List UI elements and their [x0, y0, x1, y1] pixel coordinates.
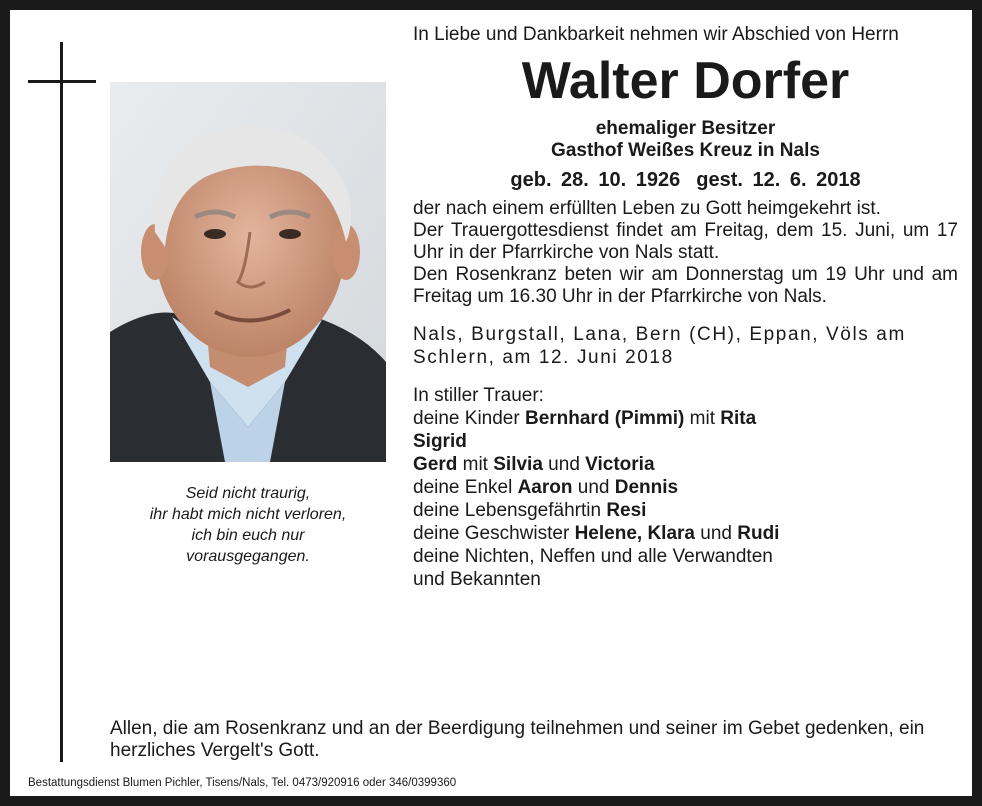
poem-line: ich bin euch nur: [191, 527, 305, 544]
mourner-line: [413, 522, 958, 545]
mourner-line: [413, 568, 958, 591]
mourner-name: Dennis: [614, 477, 679, 498]
role-line: ehemaliger Besitzer: [595, 118, 776, 139]
mourner-name: Sigrid: [413, 431, 467, 452]
mourner-relation: deine Kinder: [413, 408, 525, 429]
portrait-photo: [110, 82, 386, 462]
poem-line: Seid nicht traurig,: [185, 485, 311, 502]
mourner-name: Silvia: [493, 454, 543, 475]
intro-text: In Liebe und Dankbarkeit nehmen wir Abschied von Herrn: [413, 24, 899, 45]
mourner-relation: und: [694, 523, 738, 544]
mourner-relation: deine Lebensgefährtin: [413, 500, 607, 521]
mourner-line: [413, 499, 958, 522]
mourner-relation: deine Enkel: [413, 477, 518, 498]
mourner-relation: mit: [457, 454, 494, 475]
poem-line: ihr habt mich nicht verloren,: [149, 506, 347, 523]
body-paragraph: der nach einem erfüllten Leben zu Gott heimgekehrt ist.: [413, 198, 881, 219]
closing-text: Allen, die am Rosenkranz und an der Beerdigung teilnehmen und seiner im Gebet gedenken, ein herzliches Vergelt's Gott.: [110, 718, 925, 761]
mourner-line: [413, 453, 958, 476]
mourner-name: Bernhard (Pimmi): [524, 408, 685, 429]
deceased-role: [413, 118, 958, 162]
portrait-image: [110, 82, 386, 462]
obituary-card: [10, 10, 972, 796]
funeral-service-footer: Bestattungsdienst Blumen Pichler, Tisens/Nals, Tel. 0473/920916 oder 346/0399360: [28, 777, 457, 789]
place-date: Nals, Burgstall, Lana, Bern (CH), Eppan, Völs am Schlern, am 12. Juni 2018: [413, 324, 906, 368]
mourner-name: Rudi: [737, 523, 780, 544]
poem-line: vorausgegangen.: [186, 548, 310, 565]
body-paragraph: Der Trauergottesdienst findet am Freitag, dem 15. Juni, um 17 Uhr in der Pfarrkirche von Nals statt.: [413, 220, 958, 263]
mourner-relation: deine Geschwister: [413, 523, 575, 544]
mourner-line: [413, 407, 958, 430]
mourner-name: Helene, Klara: [574, 523, 695, 544]
mourner-name: Rita: [720, 408, 757, 429]
mourner-name: Aaron: [517, 477, 573, 498]
cross-icon-bar: [28, 80, 96, 83]
role-line: Gasthof Weißes Kreuz in Nals: [551, 140, 820, 161]
mourner-name: Victoria: [585, 454, 655, 475]
death-date: gest. 12. 6. 2018: [696, 169, 861, 191]
mourner-name: Gerd: [413, 454, 458, 475]
mourner-relation: mit: [684, 408, 721, 429]
mourner-lines: [413, 407, 958, 591]
mourners-heading: In stiller Trauer:: [413, 385, 544, 406]
deceased-name: Walter Dorfer: [521, 52, 850, 110]
mourner-line: [413, 430, 958, 453]
body-text: [413, 198, 958, 308]
announcement-text: [413, 24, 958, 591]
poem: [110, 483, 386, 567]
mourner-line: [413, 545, 958, 568]
mourner-relation: deine Nichten, Neffen und alle Verwandten: [413, 546, 773, 567]
mourner-name: Resi: [606, 500, 647, 521]
mourners-list: [413, 384, 958, 591]
mourner-line: [413, 476, 958, 499]
life-dates: [413, 168, 958, 192]
mourner-relation: und: [572, 477, 615, 498]
body-paragraph: Den Rosenkranz beten wir am Donnerstag um 19 Uhr und am Freitag um 16.30 Uhr in der Pfarrkirche von Nals.: [413, 264, 958, 307]
mourner-relation: und: [542, 454, 586, 475]
mourner-relation: und Bekannten: [413, 569, 541, 590]
birth-date: geb. 28. 10. 1926: [510, 169, 681, 191]
cross-icon: [60, 42, 63, 762]
